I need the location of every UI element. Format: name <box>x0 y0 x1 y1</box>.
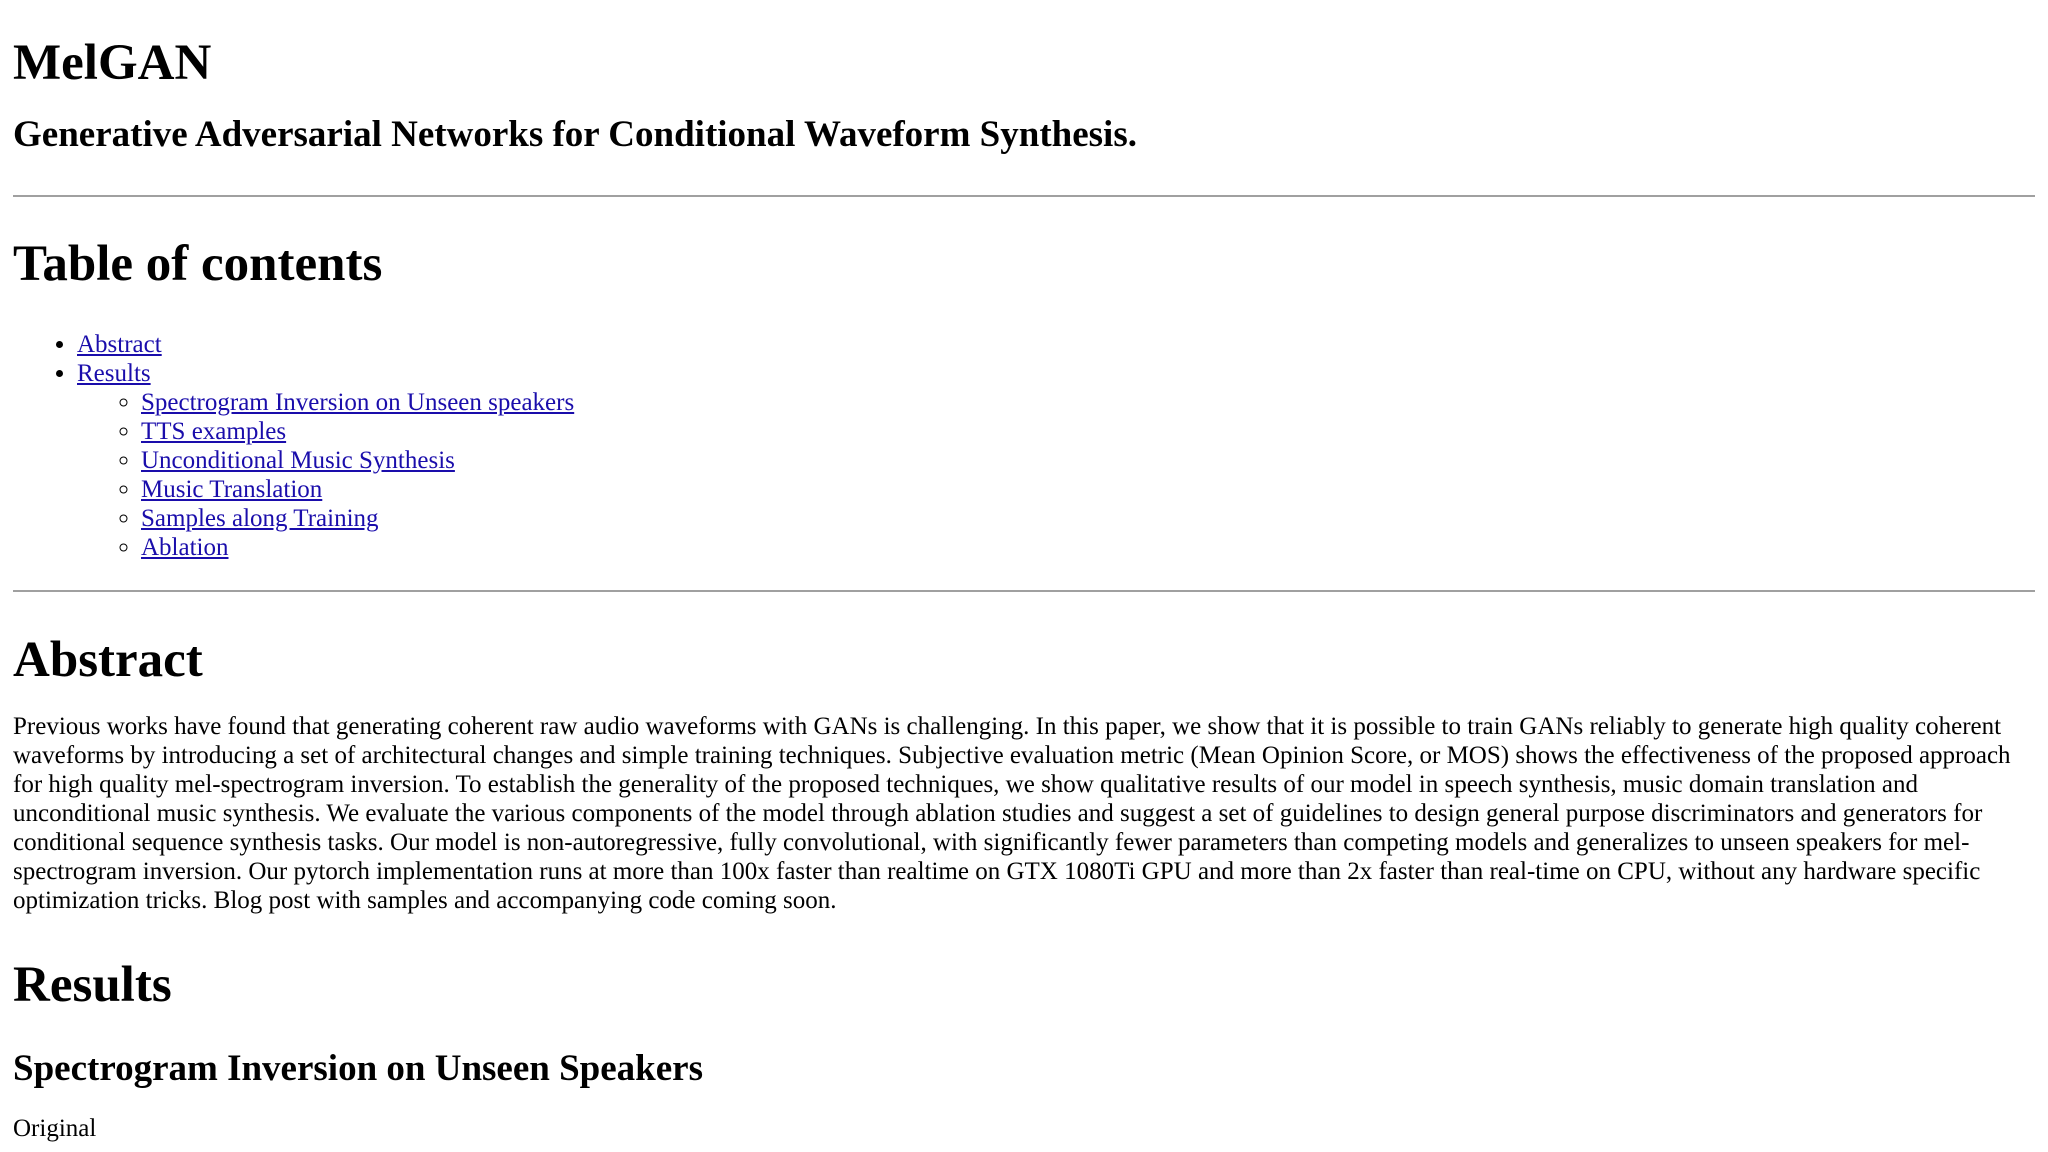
toc-link-unconditional-music-synthesis[interactable]: Unconditional Music Synthesis <box>141 447 455 474</box>
toc-heading: Table of contents <box>13 236 383 292</box>
spectrogram-inversion-heading: Spectrogram Inversion on Unseen Speakers <box>13 1048 703 1089</box>
original-label: Original <box>13 1115 97 1142</box>
toc-sublist-results <box>77 388 2035 562</box>
abstract-paragraph: Previous works have found that generating coherent raw audio waveforms with GANs is challenging. In this paper, we show that it is possible to train GANs reliably to generate high quality coherent waveforms by introducing a set of architectural changes and simple training techniques. Subjective evaluation metric (Mean Opinion Score, or MOS) shows the effectiveness of the proposed approach for high quality mel-spectrogram inversion. To establish the generality of the proposed techniques, we show qualitative results of our model in speech synthesis, music domain translation and unconditional music synthesis. We evaluate the various components of the model through ablation studies and suggest a set of guidelines to design general purpose discriminators and generators for conditional sequence synthesis tasks. Our model is non-autoregressive, fully convolutional, with significantly fewer parameters than competing models and generalizes to unseen speakers for mel-spectrogram inversion. Our pytorch implementation runs at more than 100x faster than realtime on GTX 1080Ti GPU and more than 2x faster than real-time on CPU, without any hardware specific optimization tricks. Blog post with samples and accompanying code coming soon. <box>13 713 2011 914</box>
toc-item-results <box>77 359 2035 562</box>
toc-subitem <box>141 533 2035 562</box>
toc-item-abstract <box>77 330 2035 359</box>
toc-link-spectrogram-inversion[interactable]: Spectrogram Inversion on Unseen speakers <box>141 389 575 416</box>
toc-link-ablation[interactable]: Ablation <box>141 534 229 561</box>
divider <box>13 590 2035 592</box>
toc-subitem <box>141 417 2035 446</box>
toc-link-samples-along-training[interactable]: Samples along Training <box>141 505 379 532</box>
toc-link-abstract[interactable]: Abstract <box>77 331 162 358</box>
page-title: MelGAN <box>13 35 212 91</box>
abstract-heading: Abstract <box>13 632 203 688</box>
toc-link-results[interactable]: Results <box>77 360 151 387</box>
toc-subitem <box>141 504 2035 533</box>
divider <box>13 195 2035 197</box>
page-subtitle: Generative Adversarial Networks for Conditional Waveform Synthesis. <box>13 114 1137 155</box>
toc-subitem <box>141 475 2035 504</box>
toc-link-music-translation[interactable]: Music Translation <box>141 476 323 503</box>
toc-list <box>13 330 2035 562</box>
toc-subitem <box>141 388 2035 417</box>
toc-link-tts-examples[interactable]: TTS examples <box>141 418 287 445</box>
toc-subitem <box>141 446 2035 475</box>
results-heading: Results <box>13 957 172 1013</box>
